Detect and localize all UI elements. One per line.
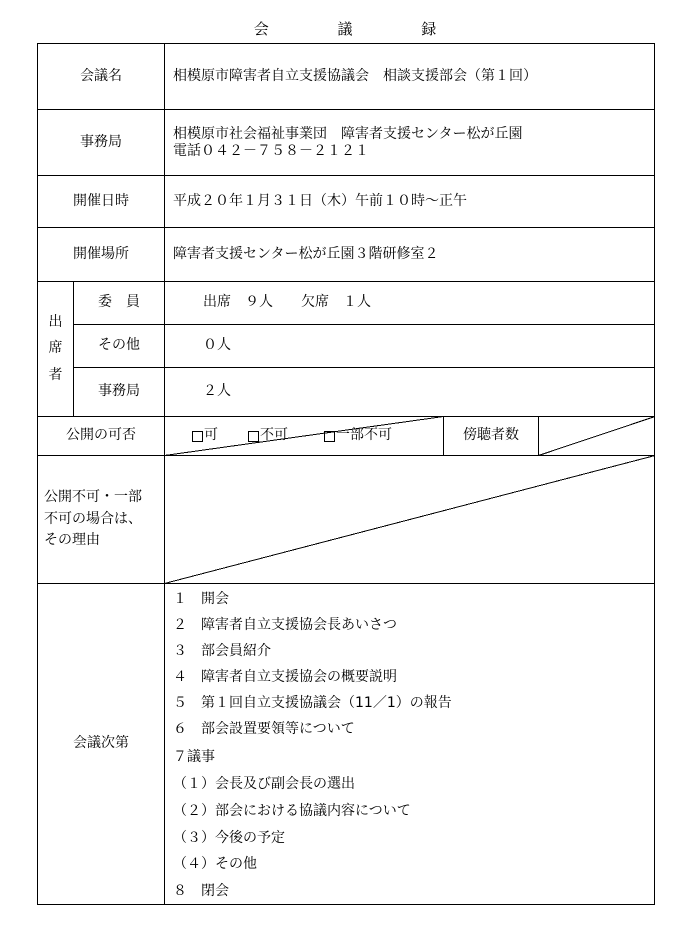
title-char: 議 [337, 20, 353, 38]
disclosure-label: 公開の可否 [66, 427, 136, 444]
checkbox-not-allowed[interactable] [248, 431, 259, 442]
secretariat-value [173, 118, 653, 168]
reason-label-line: その理由 [44, 532, 100, 549]
agenda-item: １ 開会 [173, 591, 229, 607]
attendee-secretariat-label: 事務局 [98, 383, 140, 400]
venue-value: 障害者支援センター松が丘園３階研修室２ [173, 245, 439, 262]
observers-label: 傍聴者数 [463, 427, 519, 444]
disclosure-options [192, 417, 442, 455]
option-partially-not-allowed-label: 一部不可 [336, 427, 392, 444]
checkbox-partially-not-allowed[interactable] [324, 431, 335, 442]
agenda-item: （４）その他 [173, 856, 257, 872]
agenda-item: ４ 障害者自立支援協会の概要説明 [173, 669, 397, 685]
attendees-char: 者 [48, 366, 63, 383]
secretariat-organization: 相模原市社会福祉事業団 障害者支援センター松が丘園 [173, 125, 523, 142]
option-not-allowed-label: 不可 [260, 427, 288, 444]
meeting-name-value: 相模原市障害者自立支援協議会 相談支援部会（第１回） [173, 67, 537, 84]
members-value: 出席 ９人 欠席 １人 [203, 294, 371, 311]
attendees-char: 出 [48, 313, 63, 330]
reason-label-line: 不可の場合は、 [44, 510, 142, 527]
title-char: 会 [253, 20, 269, 38]
agenda-item: ５ 第１回自立支援協議会（11／1）の報告 [173, 695, 452, 711]
agenda-item: （２）部会における協議内容について [173, 803, 411, 819]
agenda-item: ８ 閉会 [173, 883, 229, 899]
checkbox-allowed[interactable] [192, 431, 203, 442]
attendees-char: 席 [48, 340, 63, 357]
venue-label: 開催場所 [73, 245, 129, 262]
agenda-item: ２ 障害者自立支援協会長あいさつ [173, 617, 397, 633]
reason-label-line: 公開不可・一部 [44, 488, 142, 505]
attendee-secretariat-value: ２人 [203, 383, 231, 400]
agenda-item: ７議事 [173, 749, 215, 765]
agenda-item: ６ 部会設置要領等について [173, 721, 355, 737]
agenda-item: （３）今後の予定 [173, 830, 285, 846]
option-allowed-label: 可 [204, 427, 218, 444]
title-char: 録 [421, 20, 437, 38]
datetime-value: 平成２０年１月３１日（木）午前１０時～正午 [173, 192, 467, 209]
meeting-name-label: 会議名 [80, 67, 122, 84]
agenda-item: （１）会長及び副会長の選出 [173, 776, 355, 792]
others-label: その他 [98, 337, 140, 354]
nondisclosure-reason-label [44, 456, 162, 583]
secretariat-label: 事務局 [80, 133, 122, 150]
secretariat-phone: 電話０４２－７５８－２１２１ [173, 143, 369, 159]
others-value: ０人 [203, 337, 231, 354]
attendees-group-label [38, 282, 73, 416]
datetime-label: 開催日時 [73, 192, 129, 209]
members-label: 委 員 [98, 294, 140, 311]
agenda-label: 会議次第 [73, 735, 129, 752]
agenda-item: ３ 部会員紹介 [173, 643, 271, 659]
